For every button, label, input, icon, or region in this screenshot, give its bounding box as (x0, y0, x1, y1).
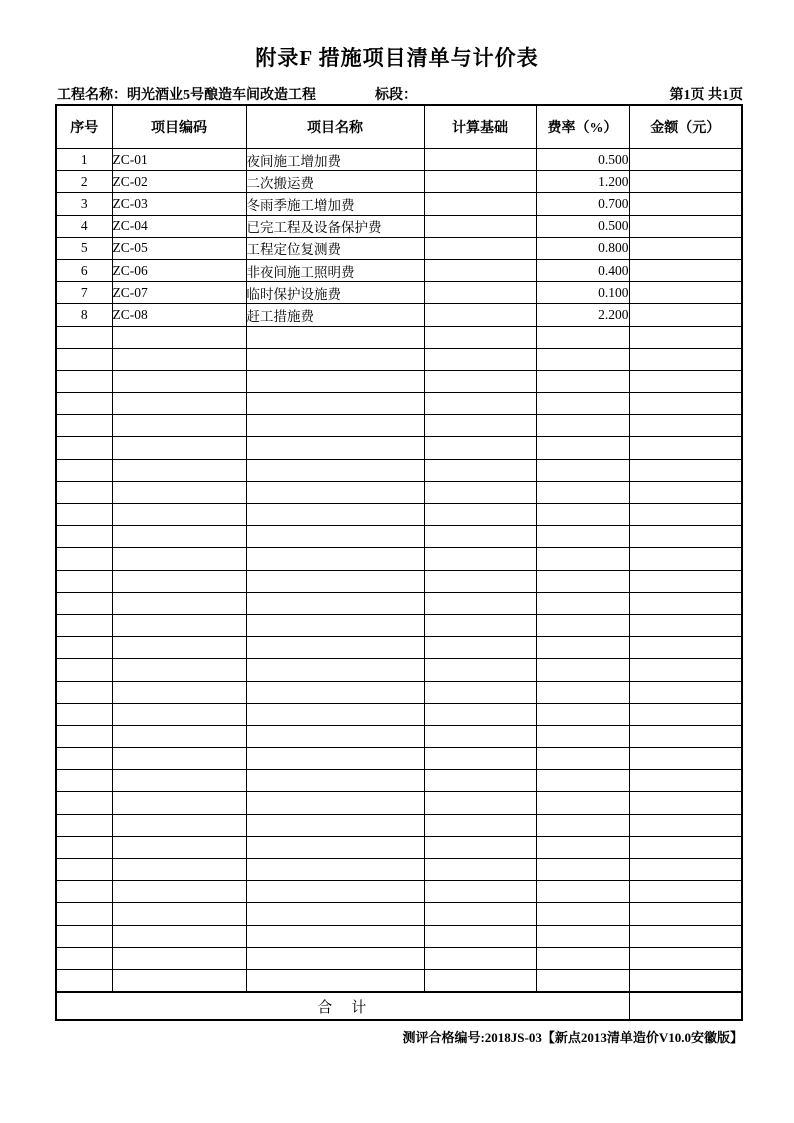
table-row (56, 193, 742, 215)
row-rate (536, 459, 629, 481)
row-basis (424, 193, 536, 215)
row-seq (56, 637, 112, 659)
row-amount (629, 859, 742, 881)
table-header-row (56, 105, 742, 149)
row-rate (536, 570, 629, 592)
row-rate (536, 703, 629, 725)
row-basis (424, 393, 536, 415)
row-code (112, 526, 246, 548)
row-code (112, 481, 246, 503)
project-name-line (57, 84, 316, 104)
row-name (246, 969, 424, 992)
empty-row (56, 548, 742, 570)
row-basis (424, 925, 536, 947)
row-amount (629, 193, 742, 215)
row-basis (424, 348, 536, 370)
header-seq: 序号 (56, 105, 112, 149)
row-amount (629, 304, 742, 326)
row-name: 临时保护设施费 (246, 282, 424, 304)
row-name (246, 748, 424, 770)
row-seq: 3 (56, 193, 112, 215)
row-name (246, 703, 424, 725)
row-rate (536, 415, 629, 437)
row-seq (56, 681, 112, 703)
row-rate (536, 526, 629, 548)
row-amount (629, 415, 742, 437)
row-amount (629, 348, 742, 370)
row-basis (424, 681, 536, 703)
row-amount (629, 481, 742, 503)
empty-row (56, 348, 742, 370)
row-name: 夜间施工增加费 (246, 149, 424, 171)
table-row (56, 215, 742, 237)
row-code: ZC-04 (112, 215, 246, 237)
row-code (112, 748, 246, 770)
row-rate: 2.200 (536, 304, 629, 326)
row-code: ZC-01 (112, 149, 246, 171)
project-name-label: 工程名称： (57, 88, 127, 103)
row-amount (629, 659, 742, 681)
empty-row (56, 792, 742, 814)
row-rate (536, 637, 629, 659)
row-rate (536, 881, 629, 903)
row-basis (424, 237, 536, 259)
row-name: 赶工措施费 (246, 304, 424, 326)
row-seq (56, 947, 112, 969)
empty-row (56, 415, 742, 437)
row-name (246, 836, 424, 858)
row-basis (424, 570, 536, 592)
row-code (112, 437, 246, 459)
row-name (246, 348, 424, 370)
row-rate: 0.700 (536, 193, 629, 215)
row-code (112, 548, 246, 570)
row-amount (629, 548, 742, 570)
empty-row (56, 836, 742, 858)
row-seq (56, 548, 112, 570)
row-rate (536, 326, 629, 348)
row-rate (536, 437, 629, 459)
row-basis (424, 437, 536, 459)
row-name (246, 614, 424, 636)
row-amount (629, 215, 742, 237)
row-amount (629, 637, 742, 659)
row-rate (536, 370, 629, 392)
row-code (112, 592, 246, 614)
page-title: 附录F 措施项目清单与计价表 (255, 46, 539, 70)
row-amount (629, 259, 742, 281)
row-code (112, 947, 246, 969)
row-name (246, 370, 424, 392)
empty-row (56, 681, 742, 703)
row-name (246, 859, 424, 881)
row-rate (536, 481, 629, 503)
row-basis (424, 748, 536, 770)
row-code (112, 637, 246, 659)
row-basis (424, 969, 536, 992)
row-seq: 6 (56, 259, 112, 281)
row-amount (629, 814, 742, 836)
row-basis (424, 304, 536, 326)
header-name: 项目名称 (246, 105, 424, 149)
row-basis (424, 836, 536, 858)
row-seq (56, 415, 112, 437)
empty-row (56, 637, 742, 659)
row-rate (536, 836, 629, 858)
row-name (246, 459, 424, 481)
row-basis (424, 659, 536, 681)
row-rate (536, 348, 629, 370)
empty-row (56, 725, 742, 747)
row-code (112, 859, 246, 881)
row-basis (424, 881, 536, 903)
row-name (246, 792, 424, 814)
row-amount (629, 149, 742, 171)
row-rate (536, 614, 629, 636)
row-code (112, 814, 246, 836)
table-header (56, 105, 742, 149)
row-amount (629, 570, 742, 592)
row-seq (56, 725, 112, 747)
row-seq (56, 326, 112, 348)
table-footer (56, 992, 742, 1020)
row-amount (629, 903, 742, 925)
row-seq (56, 814, 112, 836)
row-seq (56, 881, 112, 903)
table-row (56, 149, 742, 171)
row-name (246, 437, 424, 459)
row-name (246, 947, 424, 969)
row-basis (424, 259, 536, 281)
row-rate (536, 969, 629, 992)
row-code (112, 703, 246, 725)
empty-row (56, 748, 742, 770)
empty-row (56, 326, 742, 348)
total-row (56, 992, 742, 1020)
row-rate (536, 859, 629, 881)
row-basis (424, 526, 536, 548)
empty-row (56, 703, 742, 725)
row-basis (424, 415, 536, 437)
empty-row (56, 903, 742, 925)
row-rate (536, 659, 629, 681)
row-code: ZC-08 (112, 304, 246, 326)
row-basis (424, 171, 536, 193)
row-name (246, 770, 424, 792)
empty-row (56, 969, 742, 992)
row-basis (424, 326, 536, 348)
row-name (246, 592, 424, 614)
row-basis (424, 703, 536, 725)
row-rate (536, 748, 629, 770)
row-name (246, 659, 424, 681)
row-code: ZC-06 (112, 259, 246, 281)
row-basis (424, 814, 536, 836)
row-seq (56, 770, 112, 792)
table-row (56, 237, 742, 259)
row-rate (536, 548, 629, 570)
row-amount (629, 969, 742, 992)
row-rate: 0.500 (536, 149, 629, 171)
project-name-value: 明光酒业5号酿造车间改造工程 (127, 88, 316, 103)
row-amount (629, 526, 742, 548)
empty-row (56, 393, 742, 415)
row-name (246, 481, 424, 503)
row-rate (536, 393, 629, 415)
row-rate: 0.400 (536, 259, 629, 281)
row-amount (629, 393, 742, 415)
row-amount (629, 947, 742, 969)
row-name (246, 415, 424, 437)
meta-row (57, 84, 743, 102)
row-seq (56, 348, 112, 370)
row-amount (629, 370, 742, 392)
table-row (56, 171, 742, 193)
row-seq: 8 (56, 304, 112, 326)
row-code (112, 326, 246, 348)
row-amount (629, 881, 742, 903)
row-amount (629, 237, 742, 259)
row-amount (629, 326, 742, 348)
row-code (112, 903, 246, 925)
table-body (56, 149, 742, 993)
empty-row (56, 947, 742, 969)
row-code (112, 969, 246, 992)
row-amount (629, 171, 742, 193)
row-rate: 0.100 (536, 282, 629, 304)
row-code (112, 614, 246, 636)
row-rate: 1.200 (536, 171, 629, 193)
row-name (246, 681, 424, 703)
empty-row (56, 614, 742, 636)
row-rate (536, 947, 629, 969)
row-rate: 0.800 (536, 237, 629, 259)
row-seq: 7 (56, 282, 112, 304)
row-name (246, 570, 424, 592)
row-basis (424, 282, 536, 304)
row-seq (56, 481, 112, 503)
row-amount (629, 437, 742, 459)
header-code: 项目编码 (112, 105, 246, 149)
row-rate (536, 725, 629, 747)
row-basis (424, 725, 536, 747)
row-code: ZC-07 (112, 282, 246, 304)
measures-table (55, 104, 743, 1021)
row-seq (56, 836, 112, 858)
section-label: 标段： (375, 88, 417, 103)
row-name (246, 903, 424, 925)
row-rate (536, 903, 629, 925)
row-amount (629, 836, 742, 858)
row-amount (629, 703, 742, 725)
row-amount (629, 748, 742, 770)
row-amount (629, 592, 742, 614)
row-basis (424, 792, 536, 814)
row-amount (629, 504, 742, 526)
row-seq (56, 570, 112, 592)
row-basis (424, 370, 536, 392)
table-row (56, 259, 742, 281)
row-rate (536, 504, 629, 526)
row-code (112, 348, 246, 370)
empty-row (56, 437, 742, 459)
row-seq (56, 748, 112, 770)
row-name (246, 393, 424, 415)
empty-row (56, 925, 742, 947)
empty-row (56, 570, 742, 592)
row-seq (56, 925, 112, 947)
table-row (56, 304, 742, 326)
row-name (246, 725, 424, 747)
row-seq (56, 459, 112, 481)
empty-row (56, 504, 742, 526)
row-seq (56, 859, 112, 881)
row-name (246, 925, 424, 947)
row-basis (424, 481, 536, 503)
table-row (56, 282, 742, 304)
row-amount (629, 792, 742, 814)
empty-row (56, 770, 742, 792)
row-name: 二次搬运费 (246, 171, 424, 193)
row-basis (424, 947, 536, 969)
row-seq: 5 (56, 237, 112, 259)
row-rate (536, 814, 629, 836)
row-basis (424, 504, 536, 526)
empty-row (56, 859, 742, 881)
row-seq (56, 969, 112, 992)
row-name (246, 326, 424, 348)
page-number-info: 第1页 共1页 (669, 88, 743, 103)
row-seq (56, 614, 112, 636)
row-basis (424, 592, 536, 614)
row-name (246, 881, 424, 903)
row-seq (56, 703, 112, 725)
row-name: 已完工程及设备保护费 (246, 215, 424, 237)
row-amount (629, 770, 742, 792)
row-rate (536, 925, 629, 947)
row-seq (56, 592, 112, 614)
row-seq (56, 504, 112, 526)
row-rate (536, 592, 629, 614)
empty-row (56, 881, 742, 903)
row-code (112, 792, 246, 814)
row-code (112, 836, 246, 858)
header-amount: 金额（元） (629, 105, 742, 149)
row-amount (629, 725, 742, 747)
row-seq (56, 437, 112, 459)
empty-row (56, 459, 742, 481)
row-code (112, 725, 246, 747)
row-basis (424, 903, 536, 925)
row-amount (629, 459, 742, 481)
row-rate (536, 681, 629, 703)
row-seq (56, 370, 112, 392)
row-code (112, 370, 246, 392)
row-code (112, 925, 246, 947)
row-seq (56, 659, 112, 681)
empty-row (56, 370, 742, 392)
row-code (112, 659, 246, 681)
row-seq: 4 (56, 215, 112, 237)
row-seq (56, 526, 112, 548)
row-seq (56, 903, 112, 925)
row-basis (424, 637, 536, 659)
row-code (112, 770, 246, 792)
row-seq (56, 792, 112, 814)
header-basis: 计算基础 (424, 105, 536, 149)
row-basis (424, 215, 536, 237)
row-code: ZC-05 (112, 237, 246, 259)
row-amount (629, 681, 742, 703)
row-amount (629, 925, 742, 947)
row-basis (424, 614, 536, 636)
total-label: 合 计 (56, 992, 629, 1020)
row-code (112, 570, 246, 592)
row-name (246, 548, 424, 570)
row-code (112, 393, 246, 415)
empty-row (56, 481, 742, 503)
row-basis (424, 859, 536, 881)
row-amount (629, 282, 742, 304)
row-name (246, 637, 424, 659)
row-basis (424, 548, 536, 570)
empty-row (56, 592, 742, 614)
row-code (112, 881, 246, 903)
row-name (246, 504, 424, 526)
row-code: ZC-03 (112, 193, 246, 215)
row-basis (424, 770, 536, 792)
row-seq: 1 (56, 149, 112, 171)
row-code (112, 459, 246, 481)
empty-row (56, 814, 742, 836)
row-seq (56, 393, 112, 415)
row-name: 工程定位复测费 (246, 237, 424, 259)
empty-row (56, 526, 742, 548)
row-seq: 2 (56, 171, 112, 193)
row-name: 非夜间施工照明费 (246, 259, 424, 281)
row-name: 冬雨季施工增加费 (246, 193, 424, 215)
row-name (246, 526, 424, 548)
row-amount (629, 614, 742, 636)
row-rate (536, 770, 629, 792)
row-basis (424, 149, 536, 171)
header-rate: 费率（%） (536, 105, 629, 149)
row-code (112, 504, 246, 526)
row-code (112, 415, 246, 437)
row-rate (536, 792, 629, 814)
row-code: ZC-02 (112, 171, 246, 193)
certification-footer: 测评合格编号:2018JS-03【新点2013清单造价V10.0安徽版】 (402, 1030, 743, 1045)
empty-row (56, 659, 742, 681)
row-name (246, 814, 424, 836)
row-basis (424, 459, 536, 481)
total-amount (629, 992, 742, 1020)
row-code (112, 681, 246, 703)
row-rate: 0.500 (536, 215, 629, 237)
